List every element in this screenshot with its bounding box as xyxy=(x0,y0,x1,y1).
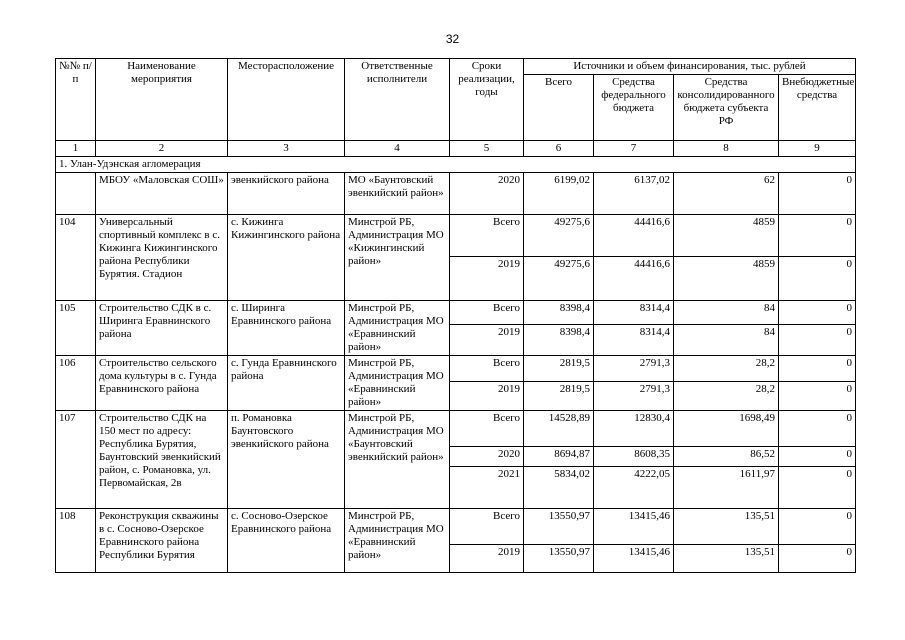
item-period: 2019 xyxy=(450,257,524,301)
item-executor: Минстрой РБ, Администрация МО «Кижингинский район» xyxy=(345,215,450,301)
item-extra: 0 xyxy=(779,509,856,545)
item-period: 2020 xyxy=(450,447,524,467)
item-name: Строительство СДК в с. Ширинга Еравнинского района xyxy=(96,301,228,356)
item-federal: 4222,05 xyxy=(594,467,674,509)
item-executor: МО «Баунтовский эвенкийский район» xyxy=(345,173,450,215)
header-executor: Ответственные исполнители xyxy=(345,59,450,141)
item-extra: 0 xyxy=(779,411,856,447)
item-period: 2020 xyxy=(450,173,524,215)
item-federal: 13415,46 xyxy=(594,545,674,573)
header-period: Сроки реализации, годы xyxy=(450,59,524,141)
item-regional: 1698,49 xyxy=(674,411,779,447)
header-federal: Средства федерального бюджета xyxy=(594,75,674,141)
financing-table xyxy=(55,58,856,573)
row-number: 106 xyxy=(56,356,96,411)
header-total: Всего xyxy=(524,75,594,141)
item-extra: 0 xyxy=(779,447,856,467)
item-name: Строительство СДК на 150 мест по адресу: Республика Бурятия, Баунтовский эвенкийский район, с. Романовка, ул. Первомайская, 2в xyxy=(96,411,228,509)
item-federal: 8314,4 xyxy=(594,325,674,356)
item-federal: 8608,35 xyxy=(594,447,674,467)
item-regional: 62 xyxy=(674,173,779,215)
item-name: Универсальный спортивный комплекс в с. Кижинга Кижингинского района Республики Бурятия. Стадион xyxy=(96,215,228,301)
header-extra: Внебюджетные средства xyxy=(779,75,856,141)
column-number: 9 xyxy=(779,141,856,157)
row-number: 105 xyxy=(56,301,96,356)
column-number: 5 xyxy=(450,141,524,157)
item-period: 2019 xyxy=(450,545,524,573)
item-regional: 1611,97 xyxy=(674,467,779,509)
item-total: 8398,4 xyxy=(524,325,594,356)
item-location: эвенкийского района xyxy=(228,173,345,215)
item-name: МБОУ «Маловская СОШ» xyxy=(96,173,228,215)
table-row xyxy=(56,411,856,447)
item-total: 2819,5 xyxy=(524,382,594,411)
column-number: 2 xyxy=(96,141,228,157)
item-location: с. Кижинга Кижингинского района xyxy=(228,215,345,301)
item-executor: Минстрой РБ, Администрация МО «Еравнинский район» xyxy=(345,356,450,411)
item-federal: 2791,3 xyxy=(594,382,674,411)
item-federal: 44416,6 xyxy=(594,257,674,301)
item-location: с. Гунда Еравнинского района xyxy=(228,356,345,411)
item-period: 2021 xyxy=(450,467,524,509)
section-title: 1. Улан-Удэнская агломерация xyxy=(56,157,856,173)
item-total: 8398,4 xyxy=(524,301,594,325)
item-regional: 135,51 xyxy=(674,509,779,545)
item-location: п. Романовка Баунтовского эвенкийского района xyxy=(228,411,345,509)
item-name: Строительство сельского дома культуры в с. Гунда Еравнинского района xyxy=(96,356,228,411)
page-number: 32 xyxy=(445,32,460,46)
item-total: 13550,97 xyxy=(524,509,594,545)
header-name: Наименование мероприятия xyxy=(96,59,228,141)
item-total: 6199,02 xyxy=(524,173,594,215)
column-number: 3 xyxy=(228,141,345,157)
table-header xyxy=(56,59,856,157)
item-extra: 0 xyxy=(779,325,856,356)
column-number: 7 xyxy=(594,141,674,157)
row-number: 104 xyxy=(56,215,96,301)
item-regional: 84 xyxy=(674,301,779,325)
table-row xyxy=(56,356,856,382)
item-extra: 0 xyxy=(779,257,856,301)
item-total: 8694,87 xyxy=(524,447,594,467)
item-period: Всего xyxy=(450,411,524,447)
row-number: 108 xyxy=(56,509,96,573)
item-total: 49275,6 xyxy=(524,215,594,257)
item-extra: 0 xyxy=(779,173,856,215)
table-row xyxy=(56,301,856,325)
item-regional: 84 xyxy=(674,325,779,356)
item-total: 13550,97 xyxy=(524,545,594,573)
item-total: 14528,89 xyxy=(524,411,594,447)
item-federal: 6137,02 xyxy=(594,173,674,215)
row-number xyxy=(56,173,96,215)
header-location: Месторасположение xyxy=(228,59,345,141)
item-extra: 0 xyxy=(779,215,856,257)
item-regional: 28,2 xyxy=(674,382,779,411)
item-regional: 4859 xyxy=(674,257,779,301)
column-number: 8 xyxy=(674,141,779,157)
header-regional: Средства консолидированного бюджета субъекта РФ xyxy=(674,75,779,141)
item-total: 49275,6 xyxy=(524,257,594,301)
table-row xyxy=(56,173,856,215)
item-location: с. Сосново-Озерское Еравнинского района xyxy=(228,509,345,573)
column-number-row xyxy=(56,141,856,157)
item-period: Всего xyxy=(450,215,524,257)
item-extra: 0 xyxy=(779,356,856,382)
item-regional: 4859 xyxy=(674,215,779,257)
item-location: с. Ширинга Еравнинского района xyxy=(228,301,345,356)
item-extra: 0 xyxy=(779,301,856,325)
item-name: Реконструкция скважины в с. Сосново-Озерское Еравнинского района Республики Бурятия xyxy=(96,509,228,573)
item-period: 2019 xyxy=(450,325,524,356)
item-period: 2019 xyxy=(450,382,524,411)
table-row xyxy=(56,215,856,257)
item-regional: 135,51 xyxy=(674,545,779,573)
row-number: 107 xyxy=(56,411,96,509)
header-number: №№ п/п xyxy=(56,59,96,141)
column-number: 1 xyxy=(56,141,96,157)
item-regional: 86,52 xyxy=(674,447,779,467)
item-period: Всего xyxy=(450,356,524,382)
item-federal: 12830,4 xyxy=(594,411,674,447)
item-extra: 0 xyxy=(779,467,856,509)
item-executor: Минстрой РБ, Администрация МО «Еравнинский район» xyxy=(345,301,450,356)
item-total: 5834,02 xyxy=(524,467,594,509)
column-number: 6 xyxy=(524,141,594,157)
item-executor: Минстрой РБ, Администрация МО «Баунтовский эвенкийский район» xyxy=(345,411,450,509)
item-regional: 28,2 xyxy=(674,356,779,382)
header-funding-group: Источники и объем финансирования, тыс. рублей xyxy=(524,59,856,75)
item-federal: 13415,46 xyxy=(594,509,674,545)
item-federal: 44416,6 xyxy=(594,215,674,257)
item-extra: 0 xyxy=(779,545,856,573)
item-executor: Минстрой РБ, Администрация МО «Еравнинский район» xyxy=(345,509,450,573)
item-federal: 8314,4 xyxy=(594,301,674,325)
item-total: 2819,5 xyxy=(524,356,594,382)
table-body xyxy=(56,157,856,573)
item-federal: 2791,3 xyxy=(594,356,674,382)
column-number: 4 xyxy=(345,141,450,157)
item-extra: 0 xyxy=(779,382,856,411)
item-period: Всего xyxy=(450,509,524,545)
table-row xyxy=(56,509,856,545)
item-period: Всего xyxy=(450,301,524,325)
section-row xyxy=(56,157,856,173)
